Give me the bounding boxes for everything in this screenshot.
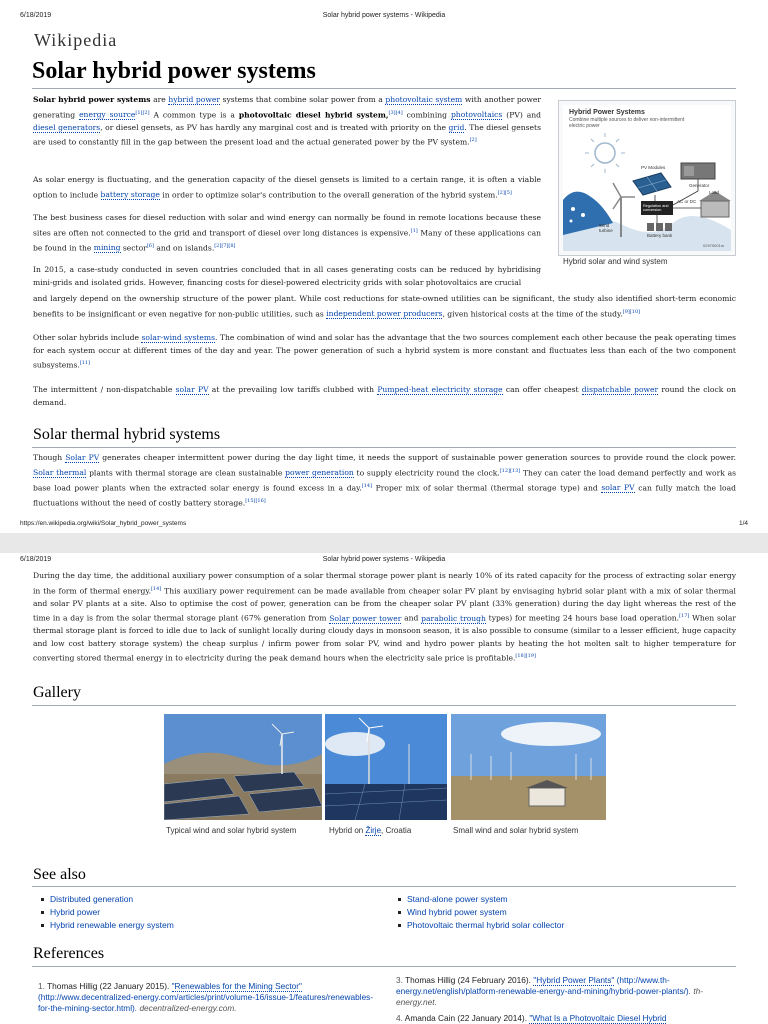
see-also-item[interactable]: Hybrid power: [36, 906, 174, 919]
paragraph-4a: In 2015, a case-study conducted in seven countries concluded that in all cases generating costs can be reduced by hybridising mini-grids and isolated grids. However, financing costs for diesel-powered electricity grids with solar photovoltaics are crucial: [33, 265, 541, 287]
link-zirje[interactable]: Žirje: [365, 826, 382, 835]
see-also-item[interactable]: Photovoltaic thermal hybrid solar collector: [393, 919, 564, 932]
intro-paragraph: Solar hybrid power systems are hybrid power systems that combine solar power from a photovoltaic system with another power generating energy source[1][2] A common type is a photovoltaic diesel hybrid system,[3][4] combining photovoltaics (PV) and diesel generators, or diesel gensets, as PV has hardly any marginal cost and is treated with priority on the grid. The diesel gensets are used to constantly fill in the gap between the present load and the actual generated power by the PV system.[2]: [33, 95, 541, 147]
ref-sup[interactable]: [3][4]: [388, 109, 403, 116]
footer-page: 1/4: [738, 520, 748, 527]
link-parabolic-trough[interactable]: parabolic trough: [421, 613, 486, 623]
label-load: Load: [709, 190, 720, 195]
link-energy-source[interactable]: energy source: [79, 110, 136, 120]
ref-sup[interactable]: [2]: [469, 137, 477, 144]
heading-solar-thermal: Solar thermal hybrid systems: [33, 426, 221, 443]
link-mining[interactable]: mining: [93, 243, 121, 253]
link-power-generation[interactable]: power generation: [285, 468, 354, 478]
header-title: Solar hybrid power systems - Wikipedia: [322, 556, 446, 563]
see-also-item[interactable]: Stand-alone power system: [393, 893, 564, 906]
gallery-image-3[interactable]: [451, 714, 606, 820]
link-photovoltaics[interactable]: photovoltaics: [450, 110, 503, 120]
see-also-list-right: [393, 893, 564, 932]
sun-icon: [595, 143, 615, 163]
ref-sup[interactable]: [12][13]: [499, 467, 521, 474]
ref-sup[interactable]: [15][16]: [245, 497, 266, 504]
gallery-caption-3: Small wind and solar hybrid system: [453, 826, 579, 835]
wikipedia-wordmark[interactable]: Wikipedia: [34, 30, 118, 50]
link-solar-pv[interactable]: solar PV: [601, 483, 635, 493]
ref-sup[interactable]: [6]: [146, 242, 154, 249]
ref-link[interactable]: "What Is a Photovoltaic Diesel Hybrid: [529, 1013, 667, 1023]
link-solar-pv[interactable]: Solar PV: [65, 453, 100, 462]
link-hybrid-power[interactable]: hybrid power: [168, 95, 220, 104]
ref-sup[interactable]: [9][10]: [622, 308, 641, 315]
label-ac-dc: AC or DC: [677, 199, 697, 204]
label-battery-bank: Battery bank: [647, 233, 673, 238]
label-figure-id: 02979001m: [703, 243, 725, 248]
ref-sup[interactable]: [18][19]: [515, 653, 536, 660]
section-divider: [32, 447, 736, 448]
load-house-icon: [701, 201, 729, 217]
ref-sup[interactable]: [17]: [679, 613, 690, 620]
page-footer: [20, 520, 748, 527]
reference-4: 4. Amanda Cain (22 January 2014). "What Is a Photovoltaic Diesel Hybrid: [396, 1013, 667, 1023]
label-regulation: Regulation and conversion: [643, 204, 669, 212]
paragraph-2: As solar energy is fluctuating, and the generation capacity of the diesel gensets is limited to a certain range, it is often a viable option to include battery storage in order to optimize solar's contribution to the overall generation of the hybrid system.[2][5]: [33, 175, 541, 200]
paragraph-4b: and largely depend on the ownership structure of the power plant. While cost reductions for state-owned utilities can be significant, the study also identified short-term economic benefits to be insignificant or even negative for non-public utilities, such as independent power producers, given historical costs at the time of the study.[9][10]: [33, 294, 736, 319]
paragraph-6: The intermittent / non-dispatchable solar PV at the prevailing low tariffs clubbed with Pumped-heat electricity storage can offer cheapest dispatchable power round the clock on demand.: [33, 385, 737, 407]
page-header: [20, 12, 748, 19]
see-also-list-left: [36, 893, 174, 932]
ref-sup[interactable]: [1][2]: [135, 109, 150, 116]
lead-term: Solar hybrid power systems: [33, 95, 151, 104]
page-header-2: [20, 556, 748, 563]
paragraph-3: The best business cases for diesel reduction with solar and wind energy can normally be found in remote locations because these sites are often not connected to the grid and transport of diesel over long distances is expensive.[1] Many of these applications can be found in the mining sector[6] and on islands.[2][7][8]: [33, 213, 541, 253]
footer-url[interactable]: https://en.wikipedia.org/wiki/Solar_hybrid_power_systems: [20, 520, 187, 527]
ref-link[interactable]: "Renewables for the Mining Sector": [171, 981, 303, 991]
heading-gallery: Gallery: [33, 684, 81, 701]
link-dispatchable-power[interactable]: dispatchable power: [581, 385, 659, 394]
diagram-illustration: [563, 105, 731, 251]
gallery-caption-1: Typical wind and solar hybrid system: [166, 826, 297, 835]
header-date: 6/18/2019: [20, 12, 52, 19]
paragraph-5: Other solar hybrids include solar-wind systems. The combination of wind and solar has the advantage that the two sources complement each other because the peak operating times for each system occur at different times of the day and year. The power generation of such a hybrid system is more constant and fluctuates less than each of the two component subsystems.[11]: [33, 333, 736, 370]
section-divider: [32, 966, 736, 967]
link-solar-thermal[interactable]: Solar thermal: [33, 468, 87, 478]
hybrid-power-diagram[interactable]: [563, 105, 731, 251]
ref-sup[interactable]: [2][7][8]: [214, 242, 236, 249]
link-diesel-generators[interactable]: diesel generators: [33, 122, 101, 132]
diagram-title: Hybrid Power Systems: [569, 109, 645, 116]
gallery-image-1[interactable]: [164, 714, 322, 820]
ref-sup[interactable]: [11]: [79, 360, 91, 366]
ref-sup[interactable]: [1]: [410, 227, 418, 234]
gallery-image-2[interactable]: [325, 714, 447, 820]
link-solar-pv[interactable]: solar PV: [175, 385, 209, 394]
label-generator: Generator: [689, 183, 710, 188]
thermal-paragraph-1: Though Solar PV generates cheaper intermittent power during the day light time, it needs the support of sustainable power generation sources to provide round the clock power. Solar thermal plants with thermal storage are clean sustainable power generation to supply electricity round the clock.[12][13] They can cater the load demand perfectly and work as base load power plants when the extracted solar energy is found excess in a day.[14] Proper mix of solar thermal (thermal storage type) and solar PV can fully match the load fluctuations without the need of costly battery storage.[15][16]: [33, 453, 737, 508]
link-battery-storage[interactable]: battery storage: [100, 190, 160, 200]
link-solar-wind-systems[interactable]: solar-wind systems: [141, 333, 216, 342]
section-divider: [32, 886, 736, 887]
see-also-item[interactable]: Distributed generation: [36, 893, 174, 906]
ref-sup[interactable]: [14]: [361, 482, 373, 489]
header-title: Solar hybrid power systems - Wikipedia: [322, 12, 446, 19]
heading-see-also: See also: [33, 866, 86, 883]
link-independent-power-producers[interactable]: independent power producers: [326, 309, 443, 319]
see-also-item[interactable]: Wind hybrid power system: [393, 906, 564, 919]
infobox-figure[interactable]: [558, 100, 736, 256]
section-divider: [32, 705, 736, 706]
label-wind-turbine: Wind turbine: [599, 223, 613, 233]
link-photovoltaic-system[interactable]: photovoltaic system: [385, 95, 463, 104]
link-pumped-heat-storage[interactable]: Pumped-heat electricity storage: [377, 385, 503, 394]
page-break: [0, 533, 768, 553]
link-grid[interactable]: grid: [448, 122, 465, 132]
heading-references: References: [33, 945, 105, 962]
ref-sup[interactable]: [14]: [151, 585, 162, 592]
gallery-caption-2: Hybrid on Žirje, Croatia: [329, 826, 412, 835]
ref-sup[interactable]: [2][5]: [497, 189, 512, 196]
thermal-paragraph-2: During the day time, the additional auxiliary power consumption of a solar thermal storage power plant is nearly 10% of its rated capacity for the process of extracting solar energy in the form of thermal energy.[14] This auxiliary power requirement can be made available from cheaper solar PV plant by envisaging hybrid solar plant with a mix of solar thermal and solar PV plants at a site. Also to optimise the cost of power, generation can be from the cheaper solar PV plant (33% generation) during the day light whereas the rest of the time in a day is from the solar thermal storage plant (67% generation from Solar power tower and parabolic trough types) for meeting 24 hours base load operation.[17] When solar thermal storage plant is forced to idle due to lack of sunlight locally during cloudy days in monsoon season, it is also possible to consume (similar to a lesser efficient, huge capacity and low cost battery storage system) the cheap surplus / infirm power from solar PV, wind and hydro power plants by heating the hot molten salt to higher temperature for converting stored thermal energy in to electricity during the peak demand hours when the electricity sale price is profitable.[18][19]: [33, 571, 737, 663]
title-divider: [32, 88, 736, 89]
link-solar-power-tower[interactable]: Solar power tower: [329, 613, 402, 623]
reference-3: 3. Thomas Hillig (24 February 2016). "Hybrid Power Plants" (http://www.th-energy.net/english/platform-renewable-energy-and-mining/hybrid-power-plants/). th-energy.net.: [396, 975, 703, 1007]
header-date: 6/18/2019: [20, 556, 52, 563]
label-pv-modules: PV Modules: [641, 165, 666, 170]
see-also-item[interactable]: Hybrid renewable energy system: [36, 919, 174, 932]
ref-link[interactable]: "Hybrid Power Plants": [533, 975, 615, 985]
diagram-subtitle: Combine multiple sources to deliver non-intermittent electric power: [569, 117, 685, 129]
reference-1: 1. Thomas Hillig (22 January 2015). "Renewables for the Mining Sector" (http://www.decentralized-energy.com/articles/print/volume-16/issue-1/features/renewables-for-the-mining-sector.html). decentralized-energy.com.: [38, 981, 374, 1013]
page-title: Solar hybrid power systems: [32, 58, 316, 84]
infobox-caption: Hybrid solar and wind system: [563, 257, 668, 266]
